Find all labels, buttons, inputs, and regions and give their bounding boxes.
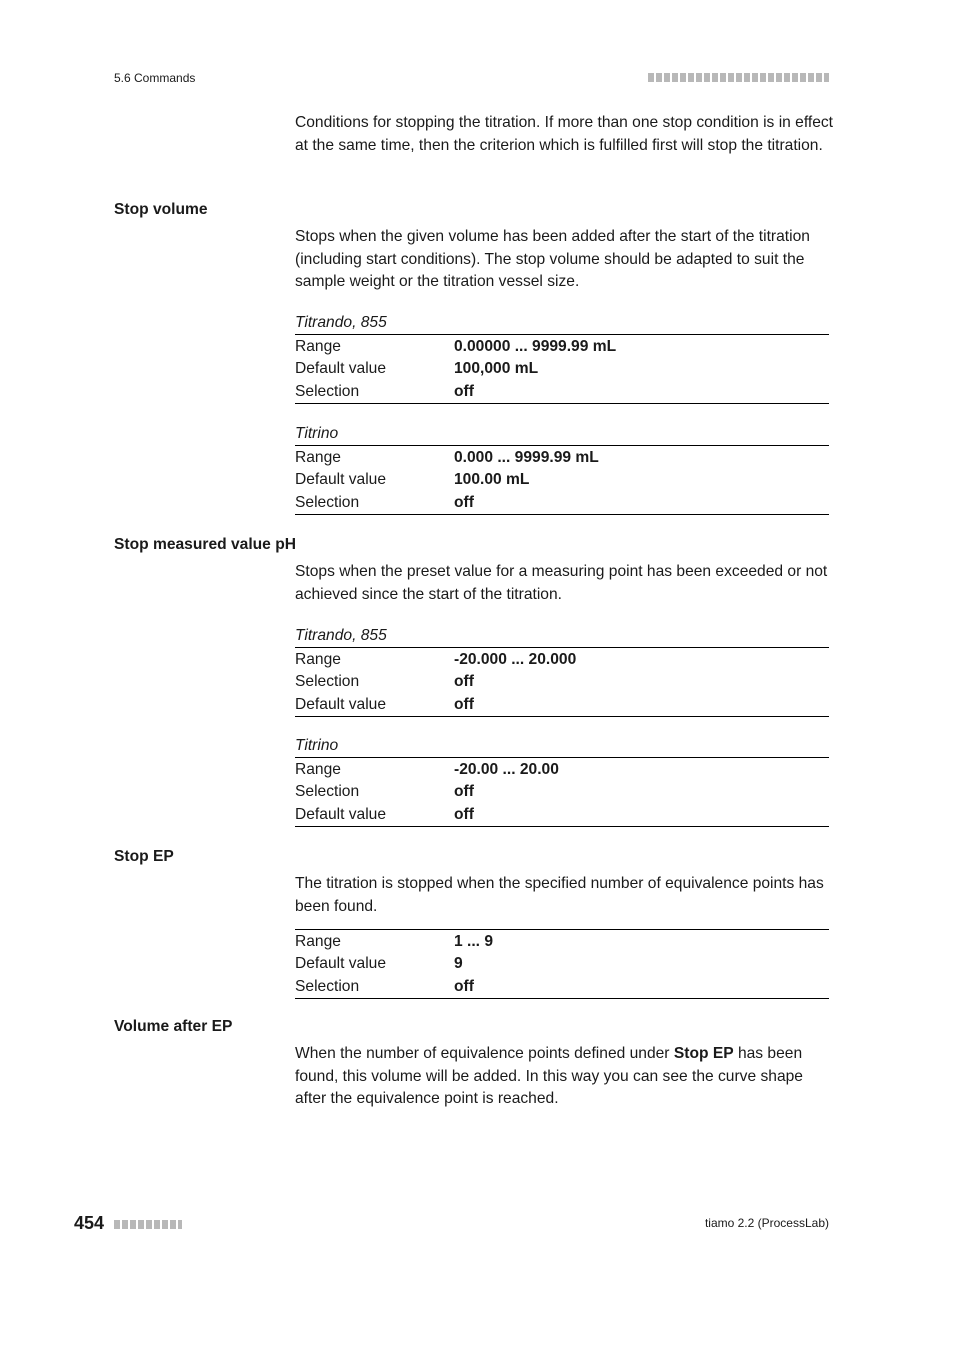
heading-volume-after-ep: Volume after EP xyxy=(114,1018,233,1035)
volume-after-ep-description xyxy=(295,1043,835,1111)
page-number: 454 xyxy=(74,1213,105,1233)
row-key: Range xyxy=(295,651,341,668)
running-header-section: 5.6 Commands xyxy=(114,71,196,85)
row-value: 1 ... 9 xyxy=(454,933,494,950)
row-key: Selection xyxy=(295,382,360,400)
stop-volume-table-titrando xyxy=(295,312,829,404)
table-row xyxy=(295,931,829,953)
row-key: Selection xyxy=(295,673,360,691)
table-row xyxy=(295,781,829,803)
description-text-start: When the number of equivalence points defined under xyxy=(295,1045,674,1062)
row-value: 0.000 ... 9999.99 mL xyxy=(454,449,599,466)
row-value: off xyxy=(454,783,474,801)
row-value: -20.000 ... 20.000 xyxy=(454,651,577,668)
table-row xyxy=(295,336,829,358)
row-value: off xyxy=(454,493,474,511)
header-decoration-dots xyxy=(648,73,829,82)
row-key: Default value xyxy=(295,955,387,973)
table-caption: Titrando, 855 xyxy=(295,314,387,331)
intro-paragraph: Conditions for stopping the titration. If more than one stop condition is in effect at the same time, then the criterion which is fulfilled first will stop the titration. xyxy=(295,114,834,154)
stop-ph-table-titrino xyxy=(295,735,829,827)
row-key: Default value xyxy=(295,360,387,378)
row-value: off xyxy=(454,805,474,823)
stop-volume-description: Stops when the given volume has been added after the start of the titration (including start conditions). The stop volume should be adapted to suit the sample weight or the titration vessel size. xyxy=(295,228,810,291)
table-caption: Titrino xyxy=(295,737,339,754)
heading-stop-measured-value-ph: Stop measured value pH xyxy=(114,536,296,553)
stop-ep-table xyxy=(295,929,829,999)
table-row xyxy=(295,759,829,781)
heading-stop-ep: Stop EP xyxy=(114,848,174,865)
stop-ep-reference: Stop EP xyxy=(673,1045,734,1062)
table-body xyxy=(295,445,829,515)
table-body xyxy=(295,757,829,827)
row-key: Default value xyxy=(295,805,387,823)
table-row xyxy=(295,671,829,693)
row-value: off xyxy=(454,977,474,995)
footer-product-name: tiamo 2.2 (ProcessLab) xyxy=(704,1216,829,1230)
table-caption: Titrino xyxy=(295,425,339,442)
row-value: off xyxy=(454,673,474,691)
row-key: Selection xyxy=(295,493,360,511)
row-value: 100.00 mL xyxy=(454,471,530,489)
row-key: Range xyxy=(295,338,341,355)
stop-ep-description: The titration is stopped when the specified number of equivalence points has been found. xyxy=(295,875,824,915)
row-key: Range xyxy=(295,449,341,466)
row-key: Range xyxy=(295,933,341,950)
table-row xyxy=(295,804,829,826)
stop-ph-table-titrando xyxy=(295,625,829,717)
table-body xyxy=(295,647,829,717)
row-key: Default value xyxy=(295,471,387,489)
table-body xyxy=(295,334,829,404)
row-value: 100,000 mL xyxy=(454,360,539,378)
table-caption: Titrando, 855 xyxy=(295,627,387,644)
table-row xyxy=(295,694,829,716)
table-row xyxy=(295,649,829,671)
row-value: -20.00 ... 20.00 xyxy=(454,761,559,778)
table-row xyxy=(295,381,829,403)
row-key: Selection xyxy=(295,783,360,801)
table-row xyxy=(295,976,829,998)
description-text-end: has been found, this volume will be added. In this way you can see the curve shape after the equivalence point is reached. xyxy=(295,1045,803,1108)
row-key: Default value xyxy=(295,695,387,713)
footer-decoration-dots xyxy=(114,1220,182,1229)
table-row xyxy=(295,358,829,380)
row-key: Range xyxy=(295,761,341,778)
table-body xyxy=(295,929,829,999)
row-value: 0.00000 ... 9999.99 mL xyxy=(454,338,617,355)
stop-volume-table-titrino xyxy=(295,423,829,515)
table-row xyxy=(295,469,829,491)
table-row xyxy=(295,492,829,514)
stop-ph-description: Stops when the preset value for a measuring point has been exceeded or not achieved since the start of the titration. xyxy=(295,563,828,603)
row-key: Selection xyxy=(295,977,360,995)
table-row xyxy=(295,953,829,975)
table-row xyxy=(295,447,829,469)
row-value: off xyxy=(454,382,474,400)
row-value: 9 xyxy=(454,955,463,973)
heading-stop-volume: Stop volume xyxy=(114,201,208,218)
row-value: off xyxy=(454,695,474,713)
